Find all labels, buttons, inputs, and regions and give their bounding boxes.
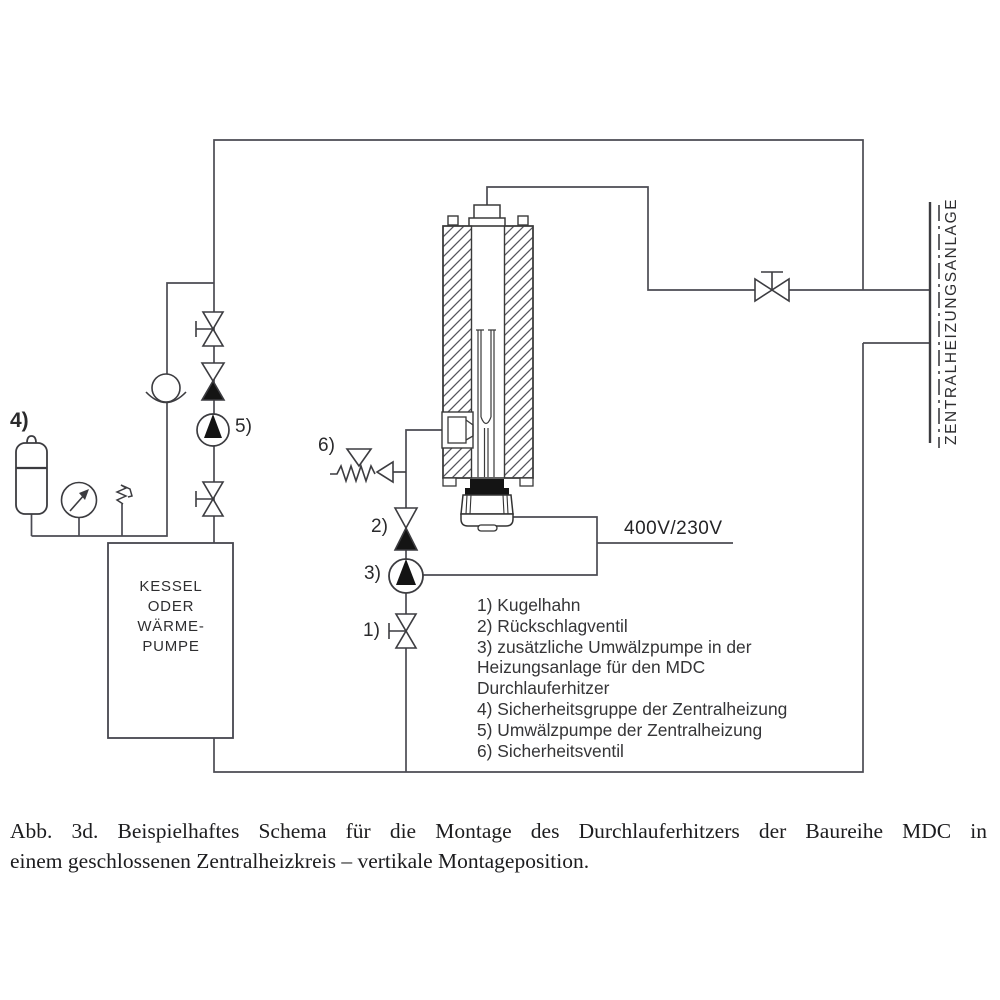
caption-line-1: Abb. 3d. Beispielhaftes Schema für die Montage des Durchlauferhitzers der Baureihe MDC in — [10, 819, 987, 843]
check-valve-left — [202, 363, 224, 400]
figure-caption — [10, 816, 987, 876]
heater-top-neck — [474, 205, 500, 219]
expansion-vessel — [16, 436, 47, 514]
callout-5: 5) — [235, 416, 252, 437]
element-flange-band — [465, 488, 509, 495]
legend-line: 6) Sicherheitsventil — [477, 740, 624, 761]
pump-3 — [389, 559, 423, 593]
power-voltage-label: 400V/230V — [624, 518, 723, 539]
callout-4: 4) — [10, 409, 29, 432]
legend-line: Heizungsanlage für den MDC — [477, 657, 706, 678]
heater-bottom-assembly — [443, 478, 533, 531]
boiler-label — [110, 577, 232, 657]
legend-line: 4) Sicherheitsgruppe der Zentralheizung — [477, 698, 788, 719]
heater-unit — [442, 205, 533, 531]
legend-line: 1) Kugelhahn — [477, 595, 581, 615]
branch-flow-symbol — [146, 374, 186, 403]
legend-line: 3) zusätzliche Umwälzpumpe in der — [477, 636, 752, 657]
safety-valve-6 — [330, 449, 406, 482]
element-seal-band — [470, 479, 504, 488]
boiler-label-line: KESSEL — [139, 578, 203, 595]
ball-valve-upper-left — [196, 312, 223, 346]
boiler-label-line: PUMPE — [142, 638, 200, 655]
pressure-gauge — [62, 483, 97, 518]
heater-top-nub-right — [518, 216, 528, 225]
legend-list — [477, 595, 787, 761]
legend-line: 5) Umwälzpumpe der Zentralheizung — [477, 719, 763, 740]
element-head — [461, 495, 513, 514]
caption-line-2: einem geschlossenen Zentralheizkreis – vertikale Montageposition. — [10, 849, 590, 873]
heater-top-nub-left — [448, 216, 458, 225]
pipe-mdc-branch — [406, 430, 445, 772]
boiler-label-line: ODER — [147, 598, 195, 615]
callout-1: 1) — [363, 620, 380, 641]
relief-valve-small — [117, 485, 132, 504]
heater-wall-right — [505, 226, 534, 478]
callout-2: 2) — [371, 516, 388, 537]
central-heating-wall-label: ZENTRALHEIZUNGSANLAGE — [943, 197, 960, 445]
callout-6: 6) — [318, 435, 335, 456]
ball-valve-1 — [389, 614, 416, 648]
central-heating-wall — [930, 202, 939, 448]
heater-side-fitting — [442, 412, 473, 448]
check-valve-2 — [395, 508, 417, 550]
ball-valve-right — [755, 272, 789, 301]
ball-valve-lower-left — [196, 482, 223, 516]
pipe-top-run — [214, 140, 863, 543]
legend-line: Durchlauferhitzer — [477, 678, 610, 699]
callout-3: 3) — [364, 563, 381, 584]
boiler-label-line: WÄRME- — [137, 618, 205, 635]
element-nub — [478, 525, 497, 531]
pump-5 — [197, 414, 229, 446]
legend-line: 2) Rückschlagventil — [477, 615, 628, 636]
element-cap — [461, 514, 513, 526]
